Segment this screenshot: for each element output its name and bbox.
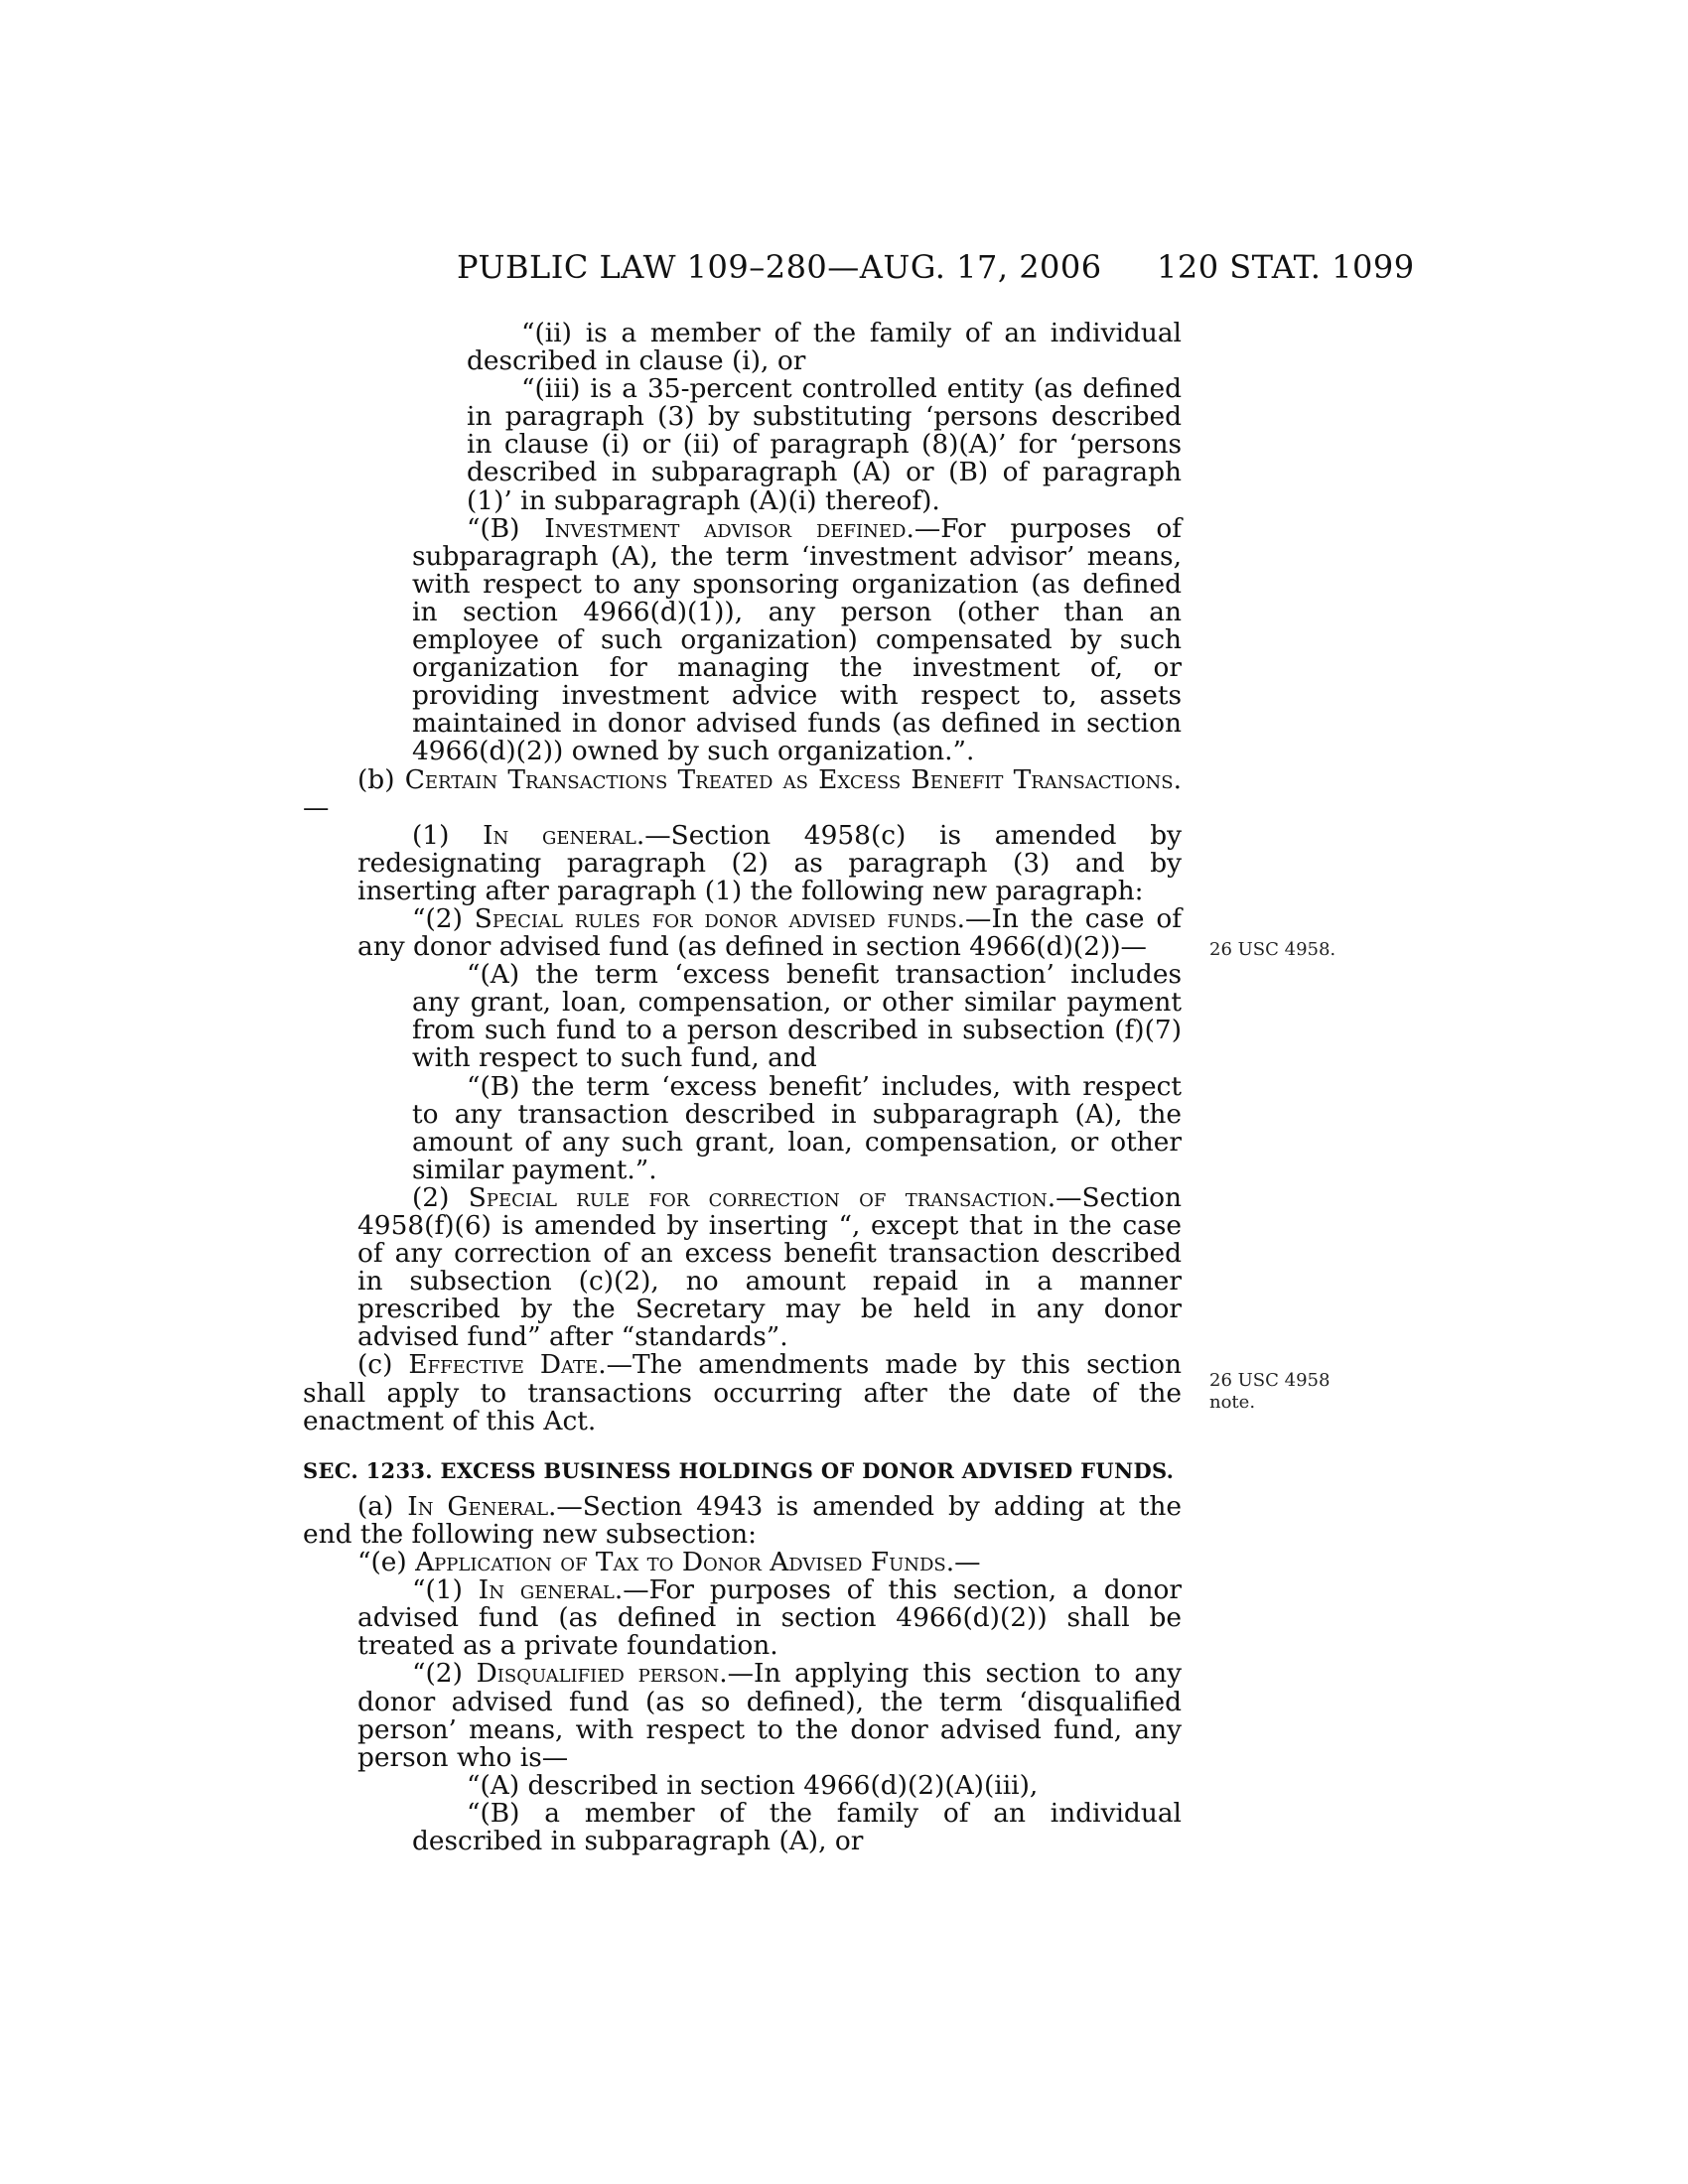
text: .—For purposes of this section, a donor advised fund (as defined in section 4966(d)(2)) shall be treated as a private foundation. bbox=[357, 1574, 1182, 1662]
text: .—For purposes of subparagraph (A), the term ‘investment advisor’ means, with respect to any sponsoring organization (as defined in section 4966(d)(1)), any person (other than an employee of such organization) compensated by such organization for managing the investment of, or providing investment advice with respect to, assets maintained in donor advised funds (as defined in section 4966(d)(2)) owned by such organization.”. bbox=[412, 512, 1182, 767]
subparagraph-b-investment-advisor bbox=[303, 512, 1182, 767]
text: .—Section 4958(c) is amended by redesignating paragraph (2) as paragraph (3) and by inserting after paragraph (1) the following new paragraph: bbox=[357, 819, 1182, 906]
clause-iii: “(iii) is a 35-percent controlled entity (as defined in paragraph (3) by substituting ‘persons described in clause (i) or (ii) of paragraph (8)(A)’ for ‘persons described in subparagraph (A) or (B) of paragraph (1)’ in subparagraph (A)(i) thereof). bbox=[467, 373, 1182, 516]
lead: “(2) bbox=[412, 902, 475, 934]
running-header-title: PUBLIC LAW 109–280—AUG. 17, 2006 bbox=[457, 248, 1102, 286]
lead: “(e) bbox=[357, 1547, 416, 1578]
heading-caps: Effective Date bbox=[408, 1349, 599, 1381]
heading-caps: Investment advisor defined bbox=[544, 512, 907, 544]
section-heading: SEC. 1233. EXCESS BUSINESS HOLDINGS OF DONOR ADVISED FUNDS. bbox=[303, 1457, 1175, 1483]
subparagraph-b-family-member: “(B) a member of the family of an individual described in subparagraph (A), or bbox=[412, 1797, 1182, 1856]
clause-ii: “(ii) is a member of the family of an individual described in clause (i), or bbox=[467, 318, 1182, 377]
text: .—Section 4958(f)(6) is amended by inserting “, except that in the case of any correction of an excess benefit transaction described in subsection (c)(2), no amount repaid in a manner prescribed by the Secretary may be held in any donor advised fund” after “standards”. bbox=[357, 1181, 1182, 1353]
text: .—In applying this section to any donor advised fund (as so defined), the term ‘disqualified person’ means, with respect to the donor advised fund, any person who is— bbox=[357, 1658, 1182, 1773]
subsection-a-in-general bbox=[303, 1490, 1183, 1550]
subsection-c-effective-date bbox=[303, 1351, 1182, 1434]
subsection-b-heading bbox=[303, 763, 1182, 823]
lead: (a) bbox=[357, 1490, 408, 1522]
subparagraph-a-described: “(A) described in section 4966(d)(2)(A)(iii), bbox=[467, 1769, 1039, 1801]
heading-caps: Certain Transactions Treated as Excess Benefit Transactions bbox=[404, 763, 1174, 795]
heading-caps: Disqualified person bbox=[476, 1658, 720, 1690]
text: .—Section 4943 is amended by adding at the end the following new subsection: bbox=[303, 1490, 1183, 1550]
text: .—In the case of any donor advised fund (as defined in section 4966(d)(2))— bbox=[357, 902, 1182, 963]
statute-body bbox=[303, 320, 1182, 1855]
paragraph-2-disqualified-person bbox=[303, 1660, 1182, 1771]
running-header-page: 120 STAT. 1099 bbox=[1157, 248, 1415, 286]
lead: (b) bbox=[357, 763, 405, 795]
lead: (2) bbox=[412, 1181, 469, 1213]
heading-caps: Application of Tax to Donor Advised Funds bbox=[415, 1547, 946, 1578]
lead: “(B) bbox=[467, 512, 545, 544]
heading-caps: Special rules for donor advised funds bbox=[474, 902, 957, 934]
subparagraph-b-excess-benefit: “(B) the term ‘excess benefit’ includes, with respect to any transaction described in subparagraph (A), the amount of any such grant, loan, compensation, or other similar payment.”. bbox=[412, 1070, 1182, 1185]
heading-caps: In general bbox=[483, 819, 636, 851]
heading-caps: In general bbox=[478, 1574, 615, 1606]
margin-note-usc-4958: 26 USC 4958. bbox=[1209, 939, 1336, 960]
paragraph-2-correction-of-transaction bbox=[303, 1181, 1182, 1353]
lead: (1) bbox=[412, 819, 484, 851]
heading-caps: In General bbox=[407, 1490, 549, 1522]
lead: “(1) bbox=[412, 1574, 479, 1606]
text: .—The amendments made by this section shall apply to transactions occurring after the date of the enactment of this Act. bbox=[303, 1349, 1182, 1436]
text: .— bbox=[303, 763, 1182, 823]
lead: (c) bbox=[357, 1349, 409, 1381]
heading-caps: Special rule for correction of transaction bbox=[468, 1181, 1048, 1213]
margin-note-line: 26 USC 4958 bbox=[1209, 1370, 1331, 1391]
subparagraph-a-excess-benefit-transaction: “(A) the term ‘excess benefit transaction’ includes any grant, loan, compensation, or other similar payment from such fund to a person described in subsection (f)(7) with respect to such fund, and bbox=[412, 959, 1182, 1074]
paragraph-2-special-rules bbox=[303, 902, 1182, 963]
margin-note-usc-4958-note bbox=[1209, 1370, 1330, 1414]
paragraph-1-donor-advised-fund bbox=[303, 1576, 1182, 1660]
subsection-e-heading bbox=[303, 1549, 1182, 1576]
text: .— bbox=[945, 1547, 981, 1578]
paragraph-1-in-general bbox=[303, 819, 1182, 906]
lead: “(2) bbox=[412, 1658, 477, 1690]
margin-note-line: note. bbox=[1209, 1392, 1256, 1413]
